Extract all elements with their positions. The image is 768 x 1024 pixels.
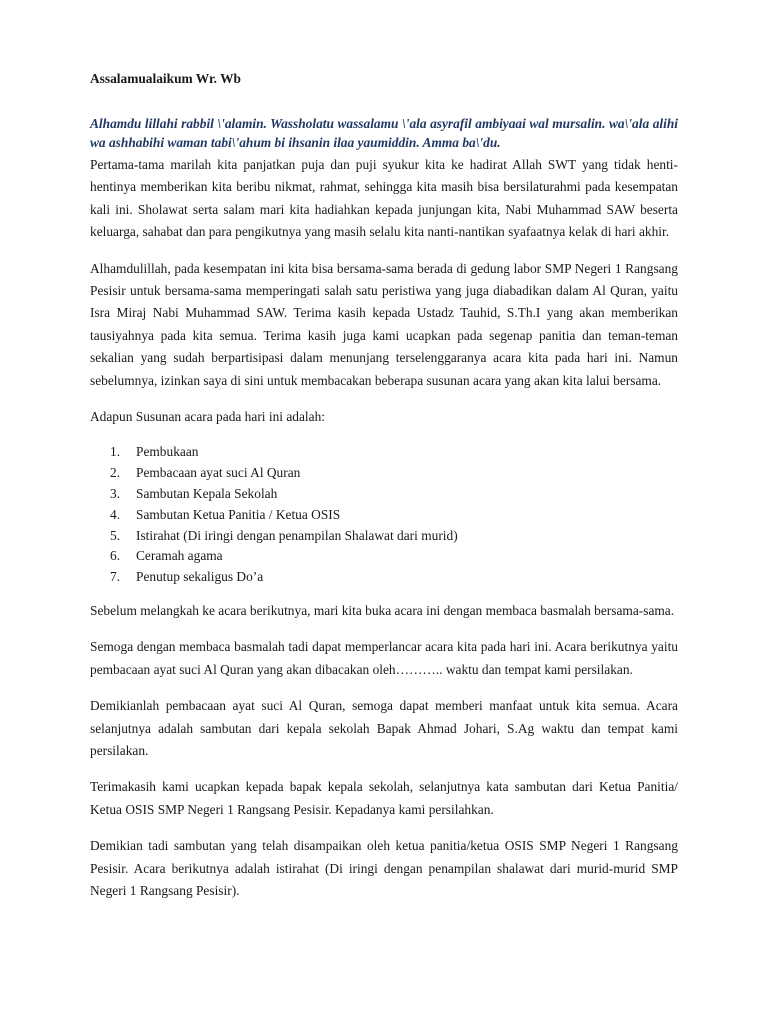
list-item (90, 484, 678, 505)
arabic-opening: Alhamdu lillahi rabbil \'alamin. Wassholatu wassalamu \'ala asyrafil ambiyaai wal mursalin. wa\'ala alihi wa ashhabihi waman tabi\'ahum bi ihsanin ilaa yaumiddin. Amma ba\'du. (90, 116, 678, 150)
list-number: 3. (110, 486, 121, 502)
list-text: Pembacaan ayat suci Al Quran (136, 465, 301, 481)
paragraph-opening-praise: Pertama-tama marilah kita panjatkan puja dan puji syukur kita ke hadirat Allah SWT yang tidak henti-hentinya memberikan kita beribu nikmat, rahmat, sehingga kita masih bisa bersilaturahmi pada kesempatan kali ini. Sholawat serta salam mari kita hadiahkan kepada junjungan kita, Nabi Muhammad SAW beserta keluarga, sahabat dan para pengikutnya yang masih selalu kita nanti-nantikan syafaatnya kelak di hari akhir. (90, 157, 678, 240)
list-item (90, 463, 678, 484)
list-number: 1. (110, 444, 121, 460)
agenda-list (90, 442, 678, 588)
paragraph-introduction: Alhamdulillah, pada kesempatan ini kita bisa bersama-sama berada di gedung labor SMP Negeri 1 Rangsang Pesisir untuk bersama-sama memperingati salah satu peristiwa yang juga diabadikan dalam Al Quran, yaitu Isra Miraj Nabi Muhammad SAW. Terima kasih kepada Ustadz Tauhid, S.Th.I yang akan memberikan tausiyahnya pada kita semua. Terima kasih juga kami ucapkan pada segenap panitia dan teman-teman sekalian yang sudah berpartisipasi dalam menunjang terselenggaranya acara kita pada hari ini. Namun sebelumnya, izinkan saya di sini untuk membacakan beberapa susunan acara yang akan kita lalui bersama. (90, 260, 678, 388)
list-item (90, 546, 678, 567)
greeting-heading: Assalamualaikum Wr. Wb (90, 71, 241, 86)
list-number: 2. (110, 465, 121, 481)
list-number: 4. (110, 506, 121, 522)
list-text: Penutup sekaligus Do’a (136, 569, 264, 585)
list-item (90, 567, 678, 588)
list-number: 6. (110, 548, 121, 564)
list-number: 7. (110, 569, 121, 585)
list-text: Pembukaan (136, 444, 199, 460)
list-text: Istirahat (Di iringi dengan penampilan Shalawat dari murid) (136, 527, 458, 543)
list-number: 5. (110, 527, 121, 543)
paragraph-committee-speech: Terimakasih kami ucapkan kepada bapak kepala sekolah, selanjutnya kata sambutan dari Ketua Panitia/ Ketua OSIS SMP Negeri 1 Rangsang Pesisir. Kepadanya kami persilahkan. (90, 779, 678, 817)
paragraph-break: Demikian tadi sambutan yang telah disampaikan oleh ketua panitia/ketua OSIS SMP Negeri 1 Rangsang Pesisir. Acara berikutnya adalah istirahat (Di iringi dengan penampilan shalawat dari murid-murid SMP Negeri 1 Rangsang Pesisir). (90, 838, 678, 899)
list-item (90, 442, 678, 463)
document-page (90, 62, 678, 917)
list-item (90, 526, 678, 547)
paragraph-quran-reading: Semoga dengan membaca basmalah tadi dapat memperlancar acara kita pada hari ini. Acara berikutnya yaitu pembacaan ayat suci Al Quran yang akan dibacakan oleh……….. waktu dan tempat kami persilakan. (90, 639, 678, 677)
paragraph-headmaster-speech: Demikianlah pembacaan ayat suci Al Quran, semoga dapat memberi manfaat untuk kita semua. Acara selanjutnya adalah sambutan dari kepala sekolah Bapak Ahmad Johari, S.Ag waktu dan tempat kami persilakan. (90, 698, 678, 759)
list-text: Sambutan Kepala Sekolah (136, 486, 278, 502)
paragraph-basmalah: Sebelum melangkah ke acara berikutnya, mari kita buka acara ini dengan membaca basmalah bersama-sama. (90, 603, 675, 619)
list-item (90, 505, 678, 526)
list-text: Ceramah agama (136, 548, 223, 564)
list-text: Sambutan Ketua Panitia / Ketua OSIS (136, 506, 341, 522)
paragraph-agenda-intro: Adapun Susunan acara pada hari ini adalah: (90, 409, 325, 425)
